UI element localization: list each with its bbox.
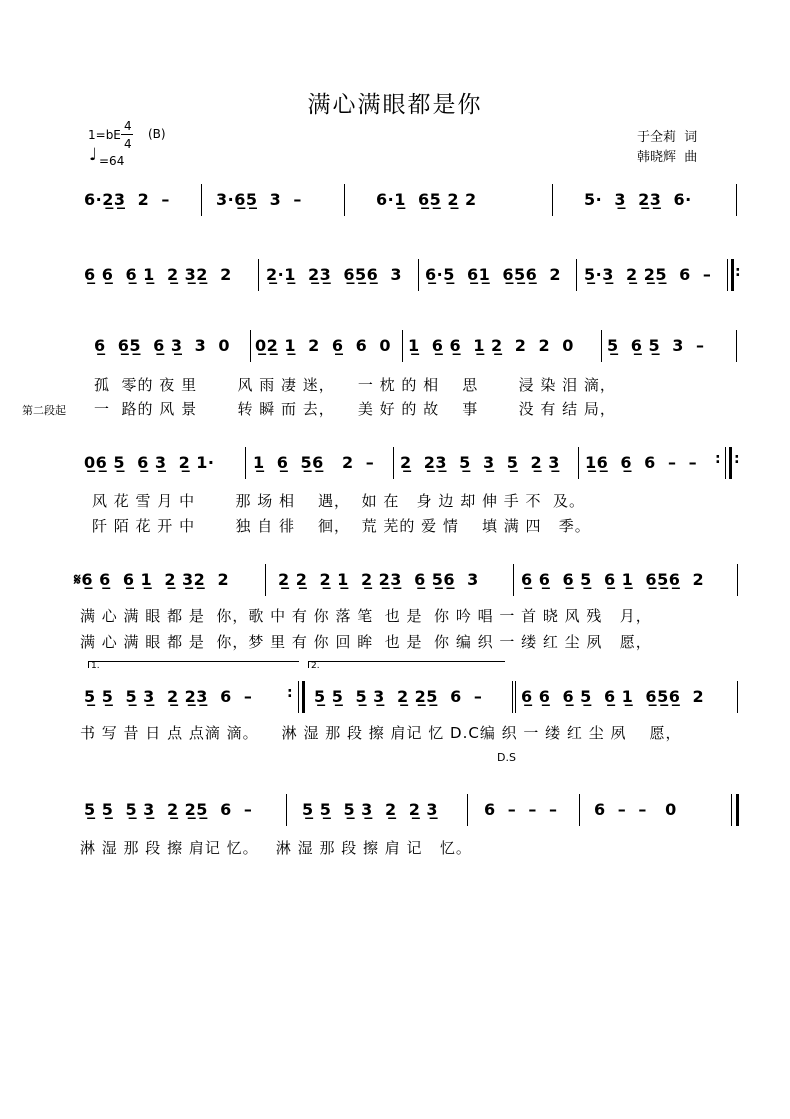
measure: 3·6̲5̲ 3 – [216, 190, 302, 209]
volta-bracket: 1. [88, 661, 299, 668]
lyric-line: 孤 零的 夜 里 风 雨 凄 迷， 一 枕 的 相 思 浸 染 泪 滴， [94, 376, 616, 394]
measure: 6 – – – [484, 800, 558, 819]
final-barline [736, 794, 739, 826]
measure: 5· 3̲ 2̲3̲ 6· [584, 190, 692, 209]
repeat-end-barline [298, 681, 299, 713]
barline [286, 794, 287, 826]
tempo-value: =64 [99, 154, 125, 168]
barline [250, 330, 251, 362]
lyric-line: 风 花 雪 月 中 那 场 相 遇， 如 在 身 边 却 伸 手 不 及。 [92, 492, 586, 510]
measure: 6̲·5̲ 6̲1̲ 6̲5̲6̲ 2 [425, 265, 562, 284]
measure: 5̲ 6̲ 5̲ 3 – [607, 336, 705, 355]
measure: 1̲ 6̲ 5̲6̲ 2 – [253, 453, 375, 472]
quarter-note-icon: ♩ [89, 145, 98, 165]
measure: 6̲ 6̲5̲ 6̲ 3̲ 3 0 [94, 336, 231, 355]
measure: 6 – – 0 [594, 800, 677, 819]
measure: 1̲6̲ 6̲ 6 – – [585, 453, 698, 472]
barline [515, 681, 516, 713]
barline [737, 681, 738, 713]
time-divider [121, 134, 133, 135]
repeat-dots-icon: : [715, 451, 721, 467]
measure: 5̲ 5̲ 5̲ 3̲ 2̲ 2̲3̲ 6 – [84, 687, 253, 706]
composer-credit: 韩晓辉 曲 [637, 150, 698, 165]
repeat-dots-icon: : [287, 685, 293, 701]
barline [578, 447, 579, 479]
dal-segno-mark: D.S [497, 751, 516, 764]
key-variant: (B) [148, 127, 166, 141]
barline [393, 447, 394, 479]
repeat-end-barline [302, 681, 305, 713]
barline [245, 447, 246, 479]
measure: 1̲ 6̲ 6̲ 1̲ 2̲ 2 2 0 [408, 336, 574, 355]
repeat-start-barline [731, 259, 734, 291]
lyricist-credit: 于全莉 词 [637, 130, 698, 145]
measure: 5̲ 5̲ 5̲ 3̲ 2̲ 2̲5̲ 6 – [84, 800, 253, 819]
measure: 5̲ 5̲ 5̲ 3̲ 2̲ 2̲ 3̲ [302, 800, 439, 819]
barline [736, 184, 737, 216]
measure: 6̲ 6̲ 6̲ 5̲ 6̲ 1̲ 6̲5̲6̲ 2 [521, 687, 705, 706]
song-title: 满心满眼都是你 [307, 92, 483, 118]
key-signature: 1=bE [88, 128, 121, 142]
measure: 𝄋6̲ 6̲ 6̲ 1̲ 2̲ 3̲2̲ 2 [74, 570, 230, 589]
barline [418, 259, 419, 291]
lyric-line: 满 心 满 眼 都 是 你，梦 里 有 你 回 眸 也 是 你 编 织 一 缕 红 尘 夙 愿， [80, 633, 652, 651]
lyric-line: 书 写 昔 日 点 点滴 滴。 淋 湿 那 段 擦 肩记 忆 D.C编 织 一 缕 红 尘 夙 愿， [80, 724, 682, 742]
repeat-dots-icon: : [735, 264, 741, 280]
measure: 6̲ 6̲ 6̲ 5̲ 6̲ 1̲ 6̲5̲6̲ 2 [521, 570, 705, 589]
lyric-line: 淋 湿 那 段 擦 肩记 忆。 淋 湿 那 段 擦 肩 记 忆。 [80, 839, 472, 857]
measure: 5̲ 5̲ 5̲ 3̲ 2̲ 2̲5̲ 6 – [314, 687, 483, 706]
repeat-dots-icon: : [734, 451, 740, 467]
lyric-line: 一 路的 风 景 转 瞬 而 去， 美 好 的 故 事 没 有 结 局， [94, 400, 616, 418]
measure: 5̲·3̲ 2̲ 2̲5̲ 6 – [584, 265, 712, 284]
lyric-line: 满 心 满 眼 都 是 你，歌 中 有 你 落 笔 也 是 你 吟 唱 一 首 晓 风 残 月， [80, 607, 652, 625]
time-bottom: 4 [124, 137, 132, 151]
measure: 0̲2̲ 1̲ 2 6̲ 6 0 [255, 336, 392, 355]
barline [402, 330, 403, 362]
verse-label: 第二段起 [22, 404, 66, 417]
barline [258, 259, 259, 291]
measure: 6̲ 6̲ 6̲ 1̲ 2̲ 3̲2̲ 2 [84, 265, 232, 284]
measure: 6·2̲3̲ 2 – [84, 190, 170, 209]
barline [601, 330, 602, 362]
volta-bracket: 2. [308, 661, 505, 668]
barline [579, 794, 580, 826]
barline [201, 184, 202, 216]
measure: 0̲6̲ 5̲ 6̲ 3̲ 2̲ 1· [84, 453, 215, 472]
final-barline [731, 794, 732, 826]
measure: 6·1̲ 6̲5̲ 2̲ 2 [376, 190, 477, 209]
repeat-end-barline [725, 447, 726, 479]
measure: 2̲·1̲ 2̲3̲ 6̲5̲6̲ 3 [266, 265, 403, 284]
barline [265, 564, 266, 596]
measure: 2̲ 2̲ 2̲ 1̲ 2̲ 2̲3̲ 6̲ 5̲6̲ 3 [278, 570, 479, 589]
barline [576, 259, 577, 291]
barline [552, 184, 553, 216]
repeat-end-barline [729, 447, 732, 479]
repeat-start-barline [727, 259, 728, 291]
time-top: 4 [124, 119, 132, 133]
barline [736, 330, 737, 362]
barline [512, 681, 513, 713]
measure: 2̲ 2̲3̲ 5̲ 3̲ 5̲ 2̲ 3̲ [400, 453, 560, 472]
barline [513, 564, 514, 596]
barline [344, 184, 345, 216]
barline [737, 564, 738, 596]
barline [467, 794, 468, 826]
lyric-line: 阡 陌 花 开 中 独 自 徘 徊， 荒 芜的 爱 情 填 满 四 季。 [92, 517, 591, 535]
